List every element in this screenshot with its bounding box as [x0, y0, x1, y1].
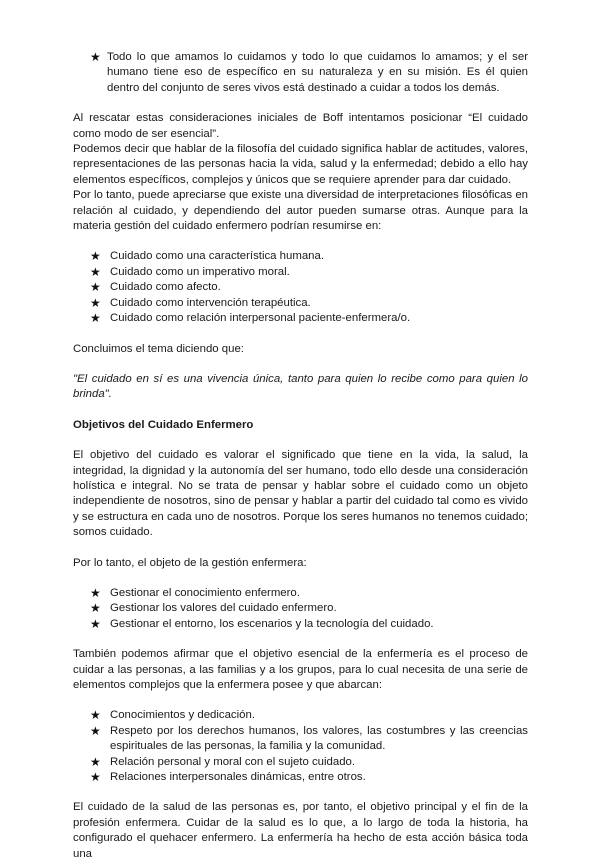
intro-bullet-text: Todo lo que amamos lo cuidamos y todo lo que cuidamos lo amamos; y el ser humano tiene eso de específico en su naturaleza y en su misión. Es él quien dentro del conjunto de seres vivos está destinado a cuidar a todos los demás.	[107, 51, 528, 94]
star-bullet-icon: ★	[90, 249, 101, 264]
list-item: ★ Respeto por los derechos humanos, los valores, las costumbres y las creencias espirituales de las personas, la familia y la comunidad.	[90, 723, 528, 753]
paragraph-objeto: Por lo tanto, el objeto de la gestión enfermera:	[73, 556, 307, 569]
list-item: ★ Cuidado como una característica humana.	[90, 249, 325, 264]
star-bullet-icon: ★	[90, 295, 101, 310]
list-item: ★ Conocimientos y dedicación.	[90, 708, 255, 723]
quote: "El cuidado en sí es una vivencia única, tanto para quien lo recibe como para quien lo brinda".	[73, 372, 528, 401]
star-bullet-icon: ★	[90, 616, 101, 631]
gestion-list	[73, 586, 528, 632]
conclusion-intro: Concluimos el tema diciendo que:	[73, 342, 244, 355]
star-bullet-icon: ★	[90, 585, 101, 600]
section-heading: Objetivos del Cuidado Enfermero	[73, 418, 254, 431]
star-bullet-icon: ★	[90, 708, 101, 723]
list-item: ★ Cuidado como afecto.	[90, 280, 221, 295]
paragraph-objetivo: El objetivo del cuidado es valorar el significado que tiene en la vida, la salud, la integridad, la dignidad y la autonomía del ser humano, todo ello desde una consideración holística e integral. No se trata de pensar y hablar sobre el cuidado como un objeto independiente de nosotros, sino de pensar y hablar a partir del cuidado tal como es vivido y se estructura en cada uno de nosotros. Porque los seres humanos no tenemos cuidado; somos cuidado.	[73, 449, 528, 539]
list-item: ★ Gestionar el entorno, los escenarios y la tecnología del cuidado.	[90, 616, 434, 631]
paragraph-filosofia: Podemos decir que hablar de la filosofía del cuidado significa hablar de actitudes, valores, representaciones de las personas hacia la vida, salud y la enfermedad; debido a ello hay elementos específicos, complejos y únicos que se requiere aprender para dar cuidado.	[73, 143, 528, 186]
star-bullet-icon: ★	[90, 280, 101, 295]
intro-list	[73, 50, 528, 96]
document-page	[73, 50, 528, 862]
paragraph-enfermeria: También podemos afirmar que el objetivo esencial de la enfermería es el proceso de cuidar a las personas, a las familias y a los grupos, para lo cual necesita de una serie de elementos complejos que la enfermera posee y que abarcan:	[73, 648, 528, 691]
list-item	[73, 50, 528, 96]
list-item: ★ Gestionar el conocimiento enfermero.	[90, 585, 300, 600]
star-bullet-icon: ★	[90, 770, 101, 785]
paragraph-diversidad: Por lo tanto, puede apreciarse que existe una diversidad de interpretaciones filosóficas en relación al cuidado, y dependiendo del autor pueden sumarse otras. Aunque para la materia gestión del cuidado enfermero podrían resumirse en:	[73, 189, 528, 233]
star-bullet-icon: ★	[90, 601, 101, 616]
star-bullet-icon: ★	[90, 754, 101, 769]
list-item: ★ Cuidado como intervención terapéutica.	[90, 295, 311, 310]
star-bullet-icon: ★	[90, 50, 101, 64]
star-bullet-icon: ★	[90, 264, 101, 279]
star-bullet-icon: ★	[90, 311, 101, 326]
list-item: ★ Gestionar los valores del cuidado enfermero.	[90, 601, 337, 616]
elementos-list	[73, 708, 528, 785]
cuidado-list	[73, 249, 528, 326]
paragraph-salud: El cuidado de la salud de las personas es, por tanto, el objetivo principal y el fin de la profesión enfermera. Cuidar de la salud es lo que, a lo largo de toda la historia, ha configurado el quehacer enfermero. La enfermería ha hecho de esta acción básica toda una	[73, 801, 528, 860]
list-item: ★ Relaciones interpersonales dinámicas, entre otros.	[90, 770, 366, 785]
paragraph-boff: Al rescatar estas consideraciones iniciales de Boff intentamos posicionar “El cuidado como modo de ser esencial”.	[73, 112, 528, 140]
list-item: ★ Cuidado como relación interpersonal paciente-enfermera/o.	[90, 311, 411, 326]
star-bullet-icon: ★	[90, 723, 101, 738]
list-item: ★ Cuidado como un imperativo moral.	[90, 264, 290, 279]
list-item: ★ Relación personal y moral con el sujeto cuidado.	[90, 754, 356, 769]
